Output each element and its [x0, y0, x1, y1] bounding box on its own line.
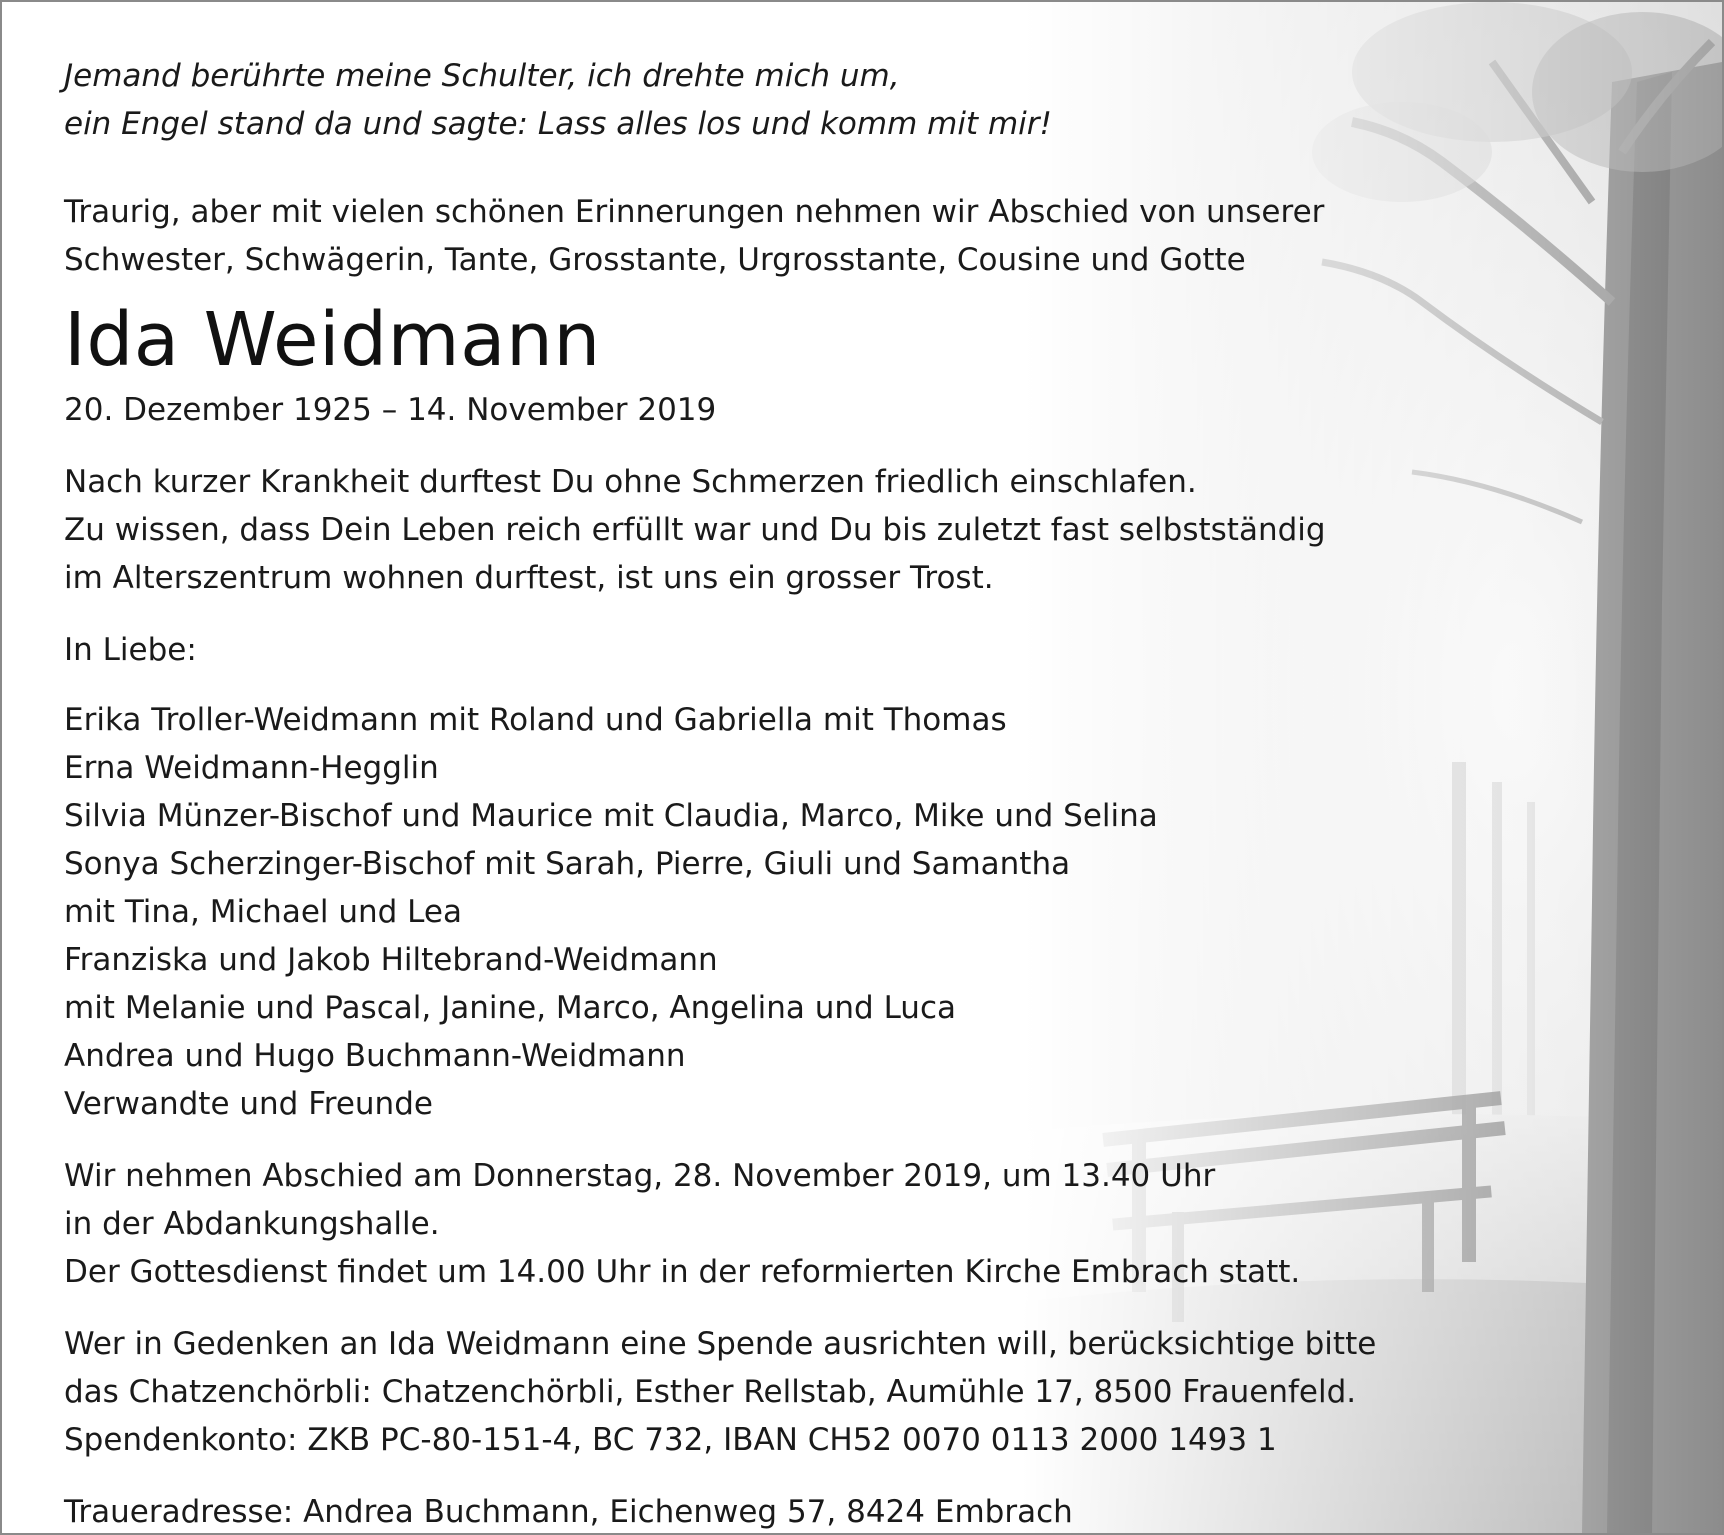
family-member: Andrea und Hugo Buchmann-Weidmann	[64, 1038, 686, 1074]
motto-verse	[64, 52, 1464, 148]
motto-line: ein Engel stand da und sagte: Lass alles los und komm mit mir!	[64, 106, 1052, 142]
family-member: Silvia Münzer-Bischof und Maurice mit Claudia, Marco, Mike und Selina	[64, 798, 1158, 834]
family-member: mit Tina, Michael und Lea	[64, 894, 462, 930]
service-details	[64, 1152, 1464, 1296]
family-member: Erika Troller-Weidmann mit Roland und Gabriella mit Thomas	[64, 702, 1007, 738]
mourning-address: Traueradresse: Andrea Buchmann, Eichenweg 57, 8424 Embrach	[64, 1494, 1073, 1530]
donation-line: das Chatzenchörbli: Chatzenchörbli, Esther Rellstab, Aumühle 17, 8500 Frauenfeld.	[64, 1374, 1357, 1410]
family-member: Franziska und Jakob Hiltebrand-Weidmann	[64, 942, 718, 978]
tribute-line: Zu wissen, dass Dein Leben reich erfüllt war und Du bis zuletzt fast selbstständig	[64, 512, 1326, 548]
tribute-text	[64, 458, 1464, 602]
service-line: Der Gottesdienst findet um 14.00 Uhr in der reformierten Kirche Embrach statt.	[64, 1254, 1301, 1290]
motto-line: Jemand berührte meine Schulter, ich drehte mich um,	[64, 58, 900, 94]
family-member: Sonya Scherzinger-Bischof mit Sarah, Pierre, Giuli und Samantha	[64, 846, 1071, 882]
life-dates: 20. Dezember 1925 – 14. November 2019	[64, 392, 717, 428]
tribute-line: im Alterszentrum wohnen durftest, ist uns ein grosser Trost.	[64, 560, 994, 596]
service-line: in der Abdankungshalle.	[64, 1206, 440, 1242]
service-line: Wir nehmen Abschied am Donnerstag, 28. November 2019, um 13.40 Uhr	[64, 1158, 1216, 1194]
intro-line: Schwester, Schwägerin, Tante, Grosstante, Urgrosstante, Cousine und Gotte	[64, 242, 1246, 278]
family-member: Erna Weidmann-Hegglin	[64, 750, 439, 786]
family-list	[64, 696, 1464, 1128]
in-love-label: In Liebe:	[64, 632, 197, 668]
deceased-name: Ida Weidmann	[64, 297, 601, 383]
notice-content	[64, 52, 1464, 1535]
donation-line: Wer in Gedenken an Ida Weidmann eine Spende ausrichten will, berücksichtige bitte	[64, 1326, 1377, 1362]
family-member: mit Melanie und Pascal, Janine, Marco, Angelina und Luca	[64, 990, 956, 1026]
intro-text	[64, 188, 1464, 284]
tribute-line: Nach kurzer Krankheit durftest Du ohne Schmerzen friedlich einschlafen.	[64, 464, 1197, 500]
donation-details	[64, 1320, 1464, 1464]
intro-line: Traurig, aber mit vielen schönen Erinnerungen nehmen wir Abschied von unserer	[64, 194, 1325, 230]
family-member: Verwandte und Freunde	[64, 1086, 433, 1122]
donation-line: Spendenkonto: ZKB PC-80-151-4, BC 732, IBAN CH52 0070 0113 2000 1493 1	[64, 1422, 1277, 1458]
